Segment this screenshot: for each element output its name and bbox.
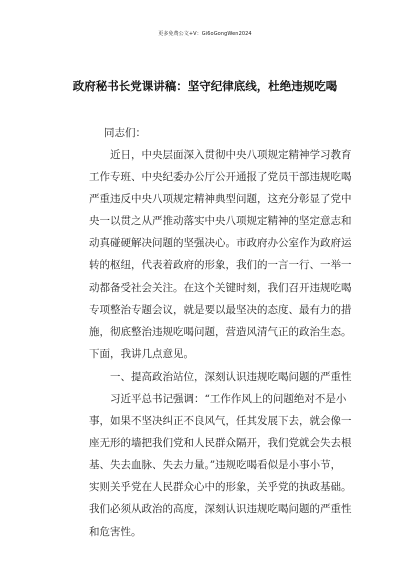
section-heading-1 (89, 366, 352, 388)
paragraph-line: 专项整治专题会议，就是要以最坚决的态度、最有力的措 (89, 303, 352, 316)
paragraph-line: 基、失去血脉、失去力量。”违规吃喝看似是小事小节， (89, 459, 342, 472)
paragraph-line: 近日，中央层面深入贯彻中央八项规定精神学习教育 (110, 149, 352, 161)
greeting: 同志们： (104, 127, 146, 139)
paragraph-line: 事，如果不坚决纠正不良风气，任其发展下去，就会像一 (89, 415, 352, 428)
paragraph-line: 我们必须从政治的高度，深刻认识违规吃喝问题的严重性 (89, 503, 352, 516)
paragraph-line: 座无形的墙把我们党和人民群众隔开，我们党就会失去根 (89, 437, 352, 450)
paragraph-2 (89, 388, 352, 543)
paragraph-1 (89, 144, 352, 365)
paragraph-line: 和危害性。 (89, 525, 142, 538)
paragraph-line: 习近平总书记强调：“工作作风上的问题绝对不是小 (110, 393, 347, 405)
paragraph-line: 动都备受社会关注。在这个关键时刻，我们召开违规吃喝 (89, 281, 352, 294)
page-header: 更多免费公文+V：Gi6oGongWen2024 (158, 31, 252, 37)
paragraph-line: 央一以贯之从严推动落实中央八项规定精神的坚定意志和 (89, 215, 352, 228)
section-heading-text: 一、提高政治站位，深刻认识违规吃喝问题的严重性 (110, 371, 352, 383)
document-title: 政府秘书长党课讲稿：坚守纪律底线，杜绝违规吃喝 (72, 79, 338, 93)
paragraph-line: 实则关乎党在人民群众心中的形象，关乎党的执政基础。 (89, 481, 352, 494)
paragraph-line: 严重违反中央八项规定精神典型问题，这充分彰显了党中 (89, 193, 352, 206)
paragraph-line: 动真碰硬解决问题的坚强决心。市政府办公室作为政府运 (89, 237, 352, 250)
paragraph-line: 转的枢纽，代表着政府的形象，我们的一言一行、一举一 (89, 259, 352, 272)
paragraph-line: 工作专班、中央纪委办公厅公开通报了党员干部违规吃喝 (89, 171, 352, 184)
paragraph-line: 施，彻底整治违规吃喝问题，营造风清气正的政治生态。 (89, 325, 352, 338)
paragraph-line: 下面，我讲几点意见。 (89, 347, 194, 360)
